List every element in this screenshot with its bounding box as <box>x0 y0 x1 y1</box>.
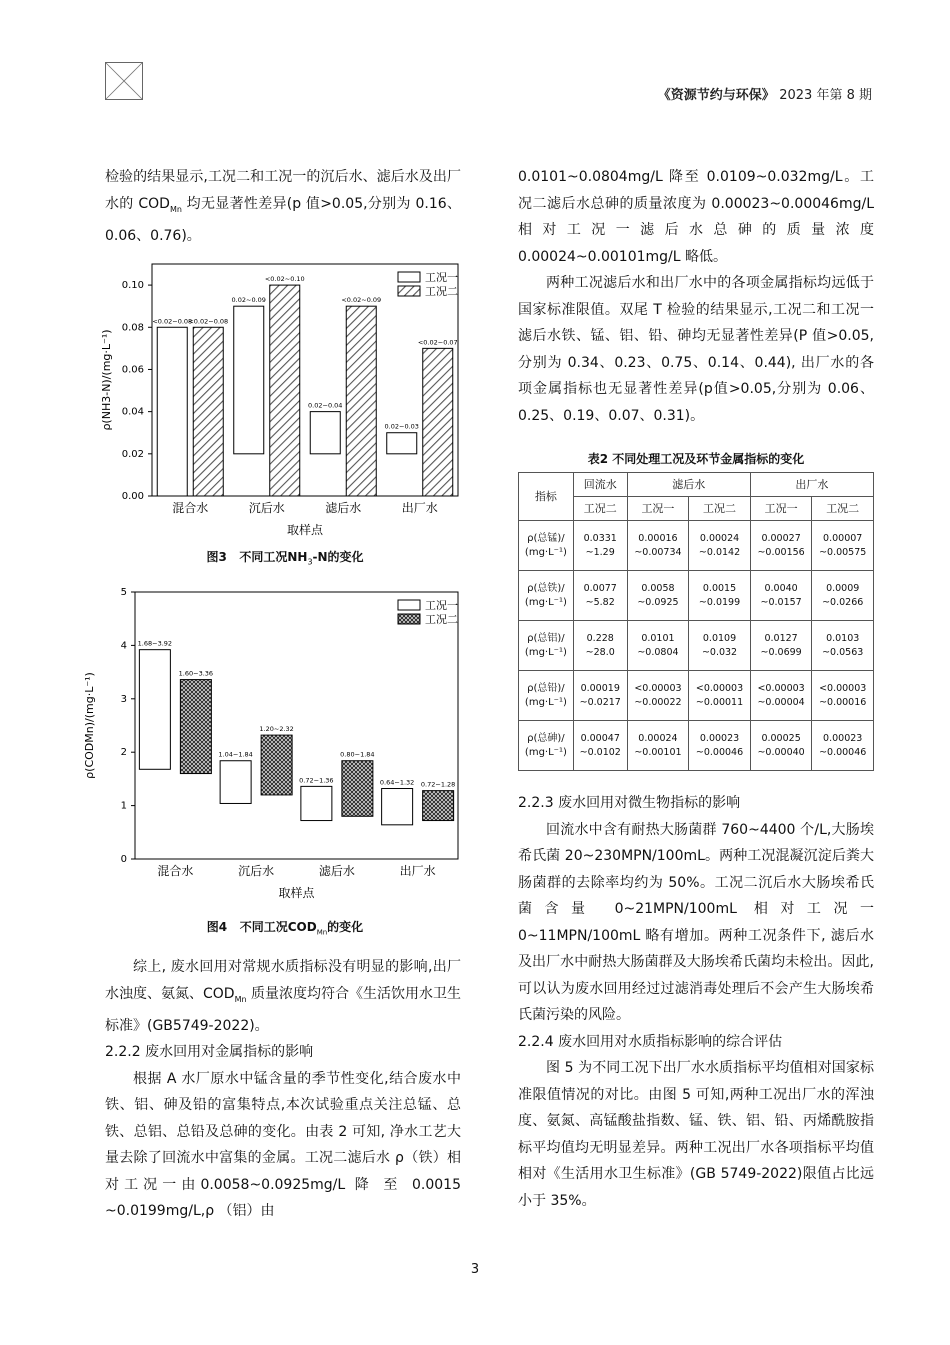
table-row-label: ρ(总铅)/ (mg·L⁻¹) <box>519 671 574 721</box>
bar-condition-1 <box>387 433 417 454</box>
bar-condition-2 <box>423 348 453 496</box>
table-cell: 0.228 ~28.0 <box>573 621 627 671</box>
bar-condition-2 <box>423 791 454 821</box>
legend-swatch <box>398 272 420 282</box>
left-bottom-text <box>105 954 461 1225</box>
table-row <box>519 671 874 721</box>
table-cell: 0.00024 ~0.00101 <box>627 721 689 771</box>
table-header-filtered: 滤后水 <box>627 473 750 497</box>
table-cell: 0.00024 ~0.0142 <box>689 521 751 571</box>
y-tick-label: 0.10 <box>121 280 144 292</box>
table-cell: 0.00025 ~0.00040 <box>750 721 812 771</box>
journal-issue: 2023 年第 8 期 <box>779 88 872 103</box>
fig4-plot <box>83 587 458 900</box>
fig3-caption: 图3 不同工况$NH_3-N$的变化 <box>206 550 364 567</box>
y-tick-label: 0.00 <box>121 491 144 502</box>
table-subheader: 工况二 <box>689 497 751 521</box>
table-row-label: ρ(总铁)/ (mg·L⁻¹) <box>519 571 574 621</box>
y-tick-label: 0.06 <box>121 364 144 376</box>
bar-condition-1 <box>220 761 251 804</box>
bar-data-label: 1.04~1.84 <box>218 750 253 759</box>
bar-data-label: 0.64~1.32 <box>379 778 415 787</box>
left-top-paragraph: 检验的结果显示,工况二和工况一的沉后水、滤后水及出厂水的 $COD_{Mn}$ 均无显著性差异(p 值>0.05,分别为 0.16、0.06、0.76)。 <box>105 169 461 244</box>
x-tick-label: 出厂水 <box>401 501 438 515</box>
table2 <box>518 472 874 771</box>
table-cell: 0.0103 ~0.0563 <box>812 621 874 671</box>
section-2-2-3-heading: 2.2.3 废水回用对微生物指标的影响 <box>518 795 741 811</box>
fig3-plot <box>100 264 458 537</box>
table-cell: 0.0015 ~0.0199 <box>689 571 751 621</box>
x-tick-label: 滤后水 <box>318 864 355 878</box>
table-subheader: 工况二 <box>573 497 627 521</box>
bar-condition-2 <box>180 680 211 774</box>
bar-data-label: 0.72~1.28 <box>420 780 456 789</box>
table-cell: 0.00027 ~0.00156 <box>750 521 812 571</box>
bar-data-label: 0.02~0.03 <box>384 422 419 431</box>
table-cell: 0.00016 ~0.00734 <box>627 521 689 571</box>
table-cell: 0.00047 ~0.0102 <box>573 721 627 771</box>
bar-data-label: 1.60~3.36 <box>178 669 214 678</box>
x-tick-label: 滤后水 <box>325 501 362 515</box>
x-tick-label: 出厂水 <box>399 864 436 878</box>
journal-title: 《资源节约与环保》 <box>657 88 775 103</box>
y-tick-label: 2 <box>120 747 127 759</box>
table-cell: 0.00019 ~0.0217 <box>573 671 627 721</box>
table-row <box>519 621 874 671</box>
table-cell: 0.00023 ~0.00046 <box>689 721 751 771</box>
table-cell: <0.00003 ~0.00016 <box>812 671 874 721</box>
table-cell: 0.0109 ~0.032 <box>689 621 751 671</box>
fig4-chart <box>83 584 470 909</box>
section-2-2-2-heading: 2.2.2 废水回用对金属指标的影响 <box>105 1044 314 1061</box>
y-tick-label: 1 <box>120 800 127 812</box>
evaluation-paragraph: 图 5 为不同工况下出厂水水质指标平均值相对国家标准限值情况的对比。由图 5 可知,两种工况出厂水的浑浊度、氨氮、高锰酸盐指数、锰、铁、铝、铅、丙烯酰胺指标平均值均无明显差异。两种工况出厂水各项指标平均值相对《生活用水卫生标准》(GB 5749-2022)限值占比远小于 35%。 <box>518 1060 874 1209</box>
table-cell: <0.00003 ~0.00011 <box>689 671 751 721</box>
table-subheader: 工况一 <box>627 497 689 521</box>
page-number: 3 <box>470 1262 480 1277</box>
y-tick-label: 3 <box>120 693 127 705</box>
metal-paragraph: 根据 A 水厂原水中锰含量的季节性变化,结合废水中铁、铝、砷及铅的富集特点,本次试验重点关注总锰、总铁、总铝、总铅及总砷的变化。由表 2 可知, 净水工艺大量去除了回流水中富集的金属。工况二滤后水 ρ（铁）相对工况一由0.0058~0.0925mg/L 降 至 0.0015 ~0.0199mg/L,ρ （铝）由 <box>105 1070 461 1220</box>
table-row <box>519 521 874 571</box>
y-tick-label: 0 <box>120 854 127 865</box>
bar-data-label: 0.02~0.04 <box>308 401 343 410</box>
x-axis-label: 取样点 <box>286 523 324 537</box>
x-axis-label: 取样点 <box>278 886 315 900</box>
metal-paragraph-2: 两种工况滤后水和出厂水中的各项金属指标均远低于国家标准限值。双尾 T 检验的结果显示,工况二和工况一滤后水铁、锰、铝、铅、砷均无显著性差异(P 值>0.05,分别为 0.34、0.23、0.75、0.14、0.44), 出厂水的各项金属指标也无显著性差异(p值>0.05,分别为 0.06、0.25、0.19、0.07、0.31)。 <box>518 275 874 424</box>
table-cell: 0.0040 ~0.0157 <box>750 571 812 621</box>
bar-condition-2 <box>342 761 373 817</box>
y-tick-label: 0.08 <box>121 322 144 334</box>
bar-data-label: 1.68~3.92 <box>137 639 173 648</box>
bar-condition-2 <box>270 285 300 496</box>
bar-condition-2 <box>193 327 223 496</box>
fig3-chart <box>100 260 470 537</box>
bar-condition-1 <box>382 789 413 825</box>
table-subheader: 工况二 <box>812 497 874 521</box>
y-tick-label: 4 <box>120 640 127 652</box>
y-tick-label: 0.04 <box>121 406 144 418</box>
fig4-caption: 图4 不同工况$COD_{Mn}$的变化 <box>206 920 364 937</box>
journal-header <box>658 84 872 103</box>
table-row-label: ρ(总砷)/ (mg·L⁻¹) <box>519 721 574 771</box>
table-cell: 0.0101 ~0.0804 <box>627 621 689 671</box>
legend-label: 工况一 <box>425 599 458 612</box>
table-cell: 0.0127 ~0.0699 <box>750 621 812 671</box>
table-cell: <0.00003 ~0.00022 <box>627 671 689 721</box>
table-header-return: 回流水 <box>573 473 627 497</box>
table-cell: 0.0077 ~5.82 <box>573 571 627 621</box>
table-cell: 0.0331 ~1.29 <box>573 521 627 571</box>
legend-label: 工况二 <box>425 613 458 626</box>
section-2-2-4-heading: 2.2.4 废水回用对水质指标影响的综合评估 <box>518 1033 783 1050</box>
table-row-label: ρ(总锰)/ (mg·L⁻¹) <box>519 521 574 571</box>
bar-condition-1 <box>139 650 170 770</box>
bar-condition-1 <box>310 412 340 454</box>
table-header-index: 指标 <box>519 473 574 521</box>
y-axis-label: ρ(CODMn)/(mg·L⁻¹) <box>83 672 96 779</box>
x-tick-label: 沉后水 <box>248 501 285 515</box>
bar-data-label: <0.02~0.08 <box>152 317 193 326</box>
legend-swatch <box>398 286 420 296</box>
journal-logo <box>105 62 143 100</box>
table-cell: 0.0058 ~0.0925 <box>627 571 689 621</box>
bar-data-label: <0.02~0.07 <box>417 338 458 347</box>
bar-data-label: <0.02~0.10 <box>264 275 305 284</box>
table-header-outlet: 出厂水 <box>750 473 873 497</box>
legend-swatch <box>398 600 420 610</box>
bar-data-label: 1.20~2.32 <box>259 725 294 734</box>
table-row <box>519 571 874 621</box>
micro-paragraph: 回流水中含有耐热大肠菌群 760~4400 个/L,大肠埃希氏菌 20~230MPN/100mL。两种工况混凝沉淀后粪大肠菌群的去除率均约为 50%。工况二沉后水大肠埃希氏菌含量 0~21MPN/100mL 相对工况一 0~11MPN/100mL 略有增加。两种工况条件下, 滤后水及出厂水中耐热大肠菌群及大肠埃希氏菌均未检出。因此,可以认为废水回用经过过滤消毒处理后不会产生大肠埃希氏菌污染的风险。 <box>518 821 874 1023</box>
bar-data-label: 0.02~0.09 <box>231 296 266 305</box>
y-axis-label: ρ(NH3-N)/(mg·L⁻¹) <box>100 329 113 431</box>
table-subheader: 工况一 <box>750 497 812 521</box>
right-bottom-text <box>518 790 874 1214</box>
continued-paragraph: 0.0101~0.0804mg/L 降至 0.0109~0.032mg/L。工况二滤后水总砷的质量浓度为 0.00023~0.00046mg/L 相对工况一滤后水总砷的质量浓度 0.00024~0.00101mg/L 略低。 <box>518 169 874 265</box>
table-cell: 0.00023 ~0.00046 <box>812 721 874 771</box>
bar-data-label: 0.72~1.36 <box>299 776 334 785</box>
bar-condition-2 <box>346 306 376 496</box>
x-tick-label: 沉后水 <box>238 864 275 878</box>
bar-condition-2 <box>261 735 292 795</box>
table-cell: 0.0009 ~0.0266 <box>812 571 874 621</box>
x-tick-label: 混合水 <box>157 864 194 878</box>
bar-condition-1 <box>301 786 332 820</box>
right-top-text <box>518 164 874 429</box>
bar-condition-1 <box>157 327 187 496</box>
legend-label: 工况二 <box>425 285 458 298</box>
legend-swatch <box>398 614 420 624</box>
y-tick-label: 5 <box>120 587 127 598</box>
summary-paragraph: 综上, 废水回用对常规水质指标没有明显的影响,出厂水浊度、氨氮、$COD_{Mn}$ 质量浓度均符合《生活饮用水卫生标准》(GB5749-2022)。 <box>105 959 462 1034</box>
table-row <box>519 721 874 771</box>
table-cell: 0.00007 ~0.00575 <box>812 521 874 571</box>
bar-data-label: <0.02~0.09 <box>341 296 382 305</box>
y-tick-label: 0.02 <box>121 448 144 460</box>
table2-caption: 表2 不同处理工况及环节金属指标的变化 <box>587 452 805 466</box>
bar-data-label: 0.80~1.84 <box>340 750 375 759</box>
table-cell: <0.00003 ~0.00004 <box>750 671 812 721</box>
legend-label: 工况一 <box>425 271 458 284</box>
table-row-label: ρ(总铝)/ (mg·L⁻¹) <box>519 621 574 671</box>
bar-condition-1 <box>234 306 264 454</box>
x-tick-label: 混合水 <box>172 501 209 515</box>
bar-data-label: <0.02~0.08 <box>188 317 229 326</box>
